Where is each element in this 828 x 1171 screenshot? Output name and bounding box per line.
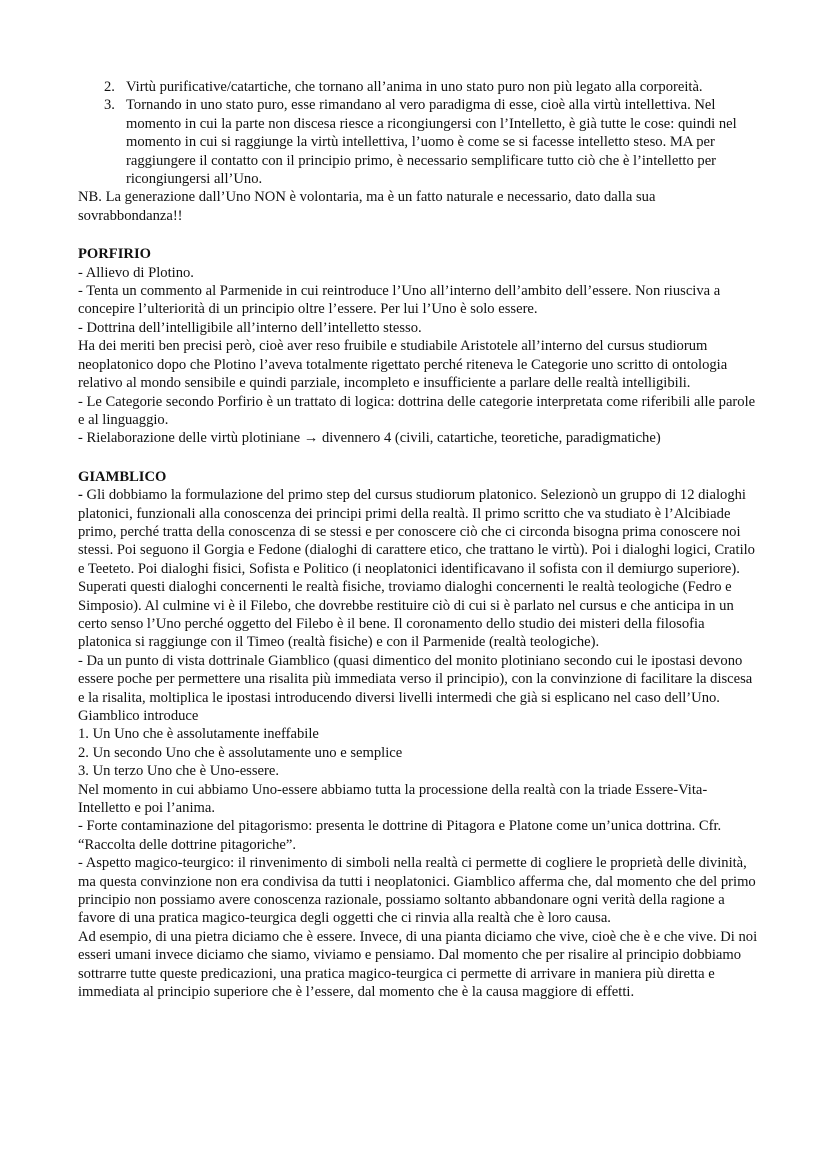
- numbered-line: 3. Un terzo Uno che è Uno-essere.: [78, 763, 279, 780]
- paragraph-text: Gli dobbiamo la formulazione del primo step del cursus studiorum platonico. Selezionò un gruppo di 12 dialoghi platonici, funzionali alla conoscenza dei principi primi della realtà. Il primo scritto che va studiato è l’Alcibiade primo, perché tratta della conoscenza di se stessi e per conoscere ciò che ci circonda bisogna prima conoscere noi stessi. Poi seguono il Gorgia e Fedone (dialoghi di carattere etico, che trattano le virtù). Poi i dialoghi logici, Cratilo e Teeteto. Poi dialoghi fisici, Sofista e Politico (i neoplatonici identificavano il sofista con il demiurgo superiore). Superati questi dialoghi concernenti le realtà fisiche, troviamo dialoghi concernenti le realtà teologiche (Fedro e Simposio). Al culmine vi è il Filebo, che dovrebbe restituire ciò di cui si è parlato nel cursus e che anticipa in un certo senso l’Uno perché oggetto del Filebo è il bene. Il coronamento dello studio dei misteri della filosofia platonica si raggiunge con il Timeo (realtà fisiche) e con il Parmenide (realtà teologiche).: [78, 487, 755, 651]
- list-item-text: Virtù purificative/catartiche, che tornano all’anima in uno stato puro non più legato alla corporeità.: [126, 79, 703, 95]
- paragraph: [78, 486, 758, 652]
- numbered-line: 2. Un secondo Uno che è assolutamente uno e semplice: [78, 744, 403, 761]
- paragraph: - Allievo di Plotino.: [78, 264, 194, 281]
- list-number: 3.: [104, 97, 115, 114]
- paragraph: Nel momento in cui abbiamo Uno-essere abbiamo tutta la processione della realtà con la triade Essere-Vita-Intelletto e poi l’anima.: [78, 781, 708, 817]
- list-number: 2.: [104, 79, 115, 95]
- bullet-dash: -: [78, 487, 83, 504]
- paragraph: - Da un punto di vista dottrinale Giamblico (quasi dimentico del monito plotiniano secondo cui le ipostasi devono essere poche per permettere una risalita più immediata verso il principio), con la convinzione di facilitare la discesa e la risalita, moltiplica le ipostasi introducendo diversi livelli intermedi che già si esplicano nel caso dell’Uno. Giamblico introduce: [78, 652, 753, 724]
- paragraph: Ad esempio, di una pietra diciamo che è essere. Invece, di una pianta diciamo che vive, cioè che è e che vive. Di noi esseri umani invece diciamo che siamo, viviamo e pensiamo. Dal momento che per risalire al principio dobbiamo sottrarre tutte queste predicazioni, una pratica magico-teurgica ci permette di arrivare in maniera più diretta e immediata al principio superiore che è l’essere, dal momento che è la causa maggiore di effetti.: [78, 928, 758, 1001]
- paragraph: - Rielaborazione delle virtù plotiniane → divennero 4 (civili, catartiche, teoretiche, paradigmatiche): [78, 430, 661, 447]
- nb-note: NB. La generazione dall’Uno NON è volontaria, ma è un fatto naturale e necessario, dato dalla sua sovrabbondanza!!: [78, 189, 656, 224]
- list-item: [78, 96, 758, 188]
- list-item-text: Tornando in uno stato puro, esse rimandano al vero paradigma di esse, cioè alla virtù intellettiva. Nel momento in cui la parte non discesa riesce a ricongiungersi con l’Intelletto, è già tutte le cose: quindi nel momento in cui si raggiunge la virtù intellettiva, l’uomo è come se si facesse intelletto steso. MA per raggiungere il contatto con il principio primo, è necessario semplificare tutto ciò che è l’intelletto per ricongiungersi all’Uno.: [126, 97, 737, 188]
- section-title-porfirio: PORFIRIO: [78, 246, 151, 263]
- paragraph: - Tenta un commento al Parmenide in cui reintroduce l’Uno all’interno dell’ambito dell’essere. Non riusciva a concepire l’ulteriorità di un principio oltre l’essere. Per lui l’Uno è solo essere.: [78, 283, 721, 318]
- section-title-giamblico: GIAMBLICO: [78, 468, 167, 485]
- numbered-line: 1. Un Uno che è assolutamente ineffabile: [78, 726, 319, 743]
- intro-numbered-list: [78, 78, 758, 188]
- paragraph: Ha dei meriti ben precisi però, cioè aver reso fruibile e studiabile Aristotele all’interno del cursus studiorum neoplatonico dopo che Plotino l’aveva totalmente rigettato perché riteneva le Categorie uno scritto di ontologia relativo al mondo sensibile e quindi parziale, incompleto e insufficiente a parlare delle realtà intelligibili.: [78, 338, 728, 392]
- list-item: [78, 78, 758, 96]
- paragraph: - Forte contaminazione del pitagorismo: presenta le dottrine di Pitagora e Platone come un’unica dottrina. Cfr. “Raccolta delle dottrine pitagoriche”.: [78, 818, 722, 853]
- document-page: [78, 78, 758, 1002]
- paragraph: - Dottrina dell’intelligibile all’interno dell’intelletto stesso.: [78, 319, 422, 336]
- paragraph: - Le Categorie secondo Porfirio è un trattato di logica: dottrina delle categorie interpretata come riferibili alle parole e al linguaggio.: [78, 393, 756, 428]
- paragraph: - Aspetto magico-teurgico: il rinvenimento di simboli nella realtà ci permette di cogliere le proprietà delle divinità, ma questa convinzione non era condivisa da tutti i neoplatonici. Giamblico afferma che, dal momento che del primo principio non possiamo avere conoscenza razionale, possiamo soltanto abbandonare ogni verità della ragione a favore di una pratica magico-teurgica degli oggetti che ci rinvia alla realtà che è loro causa.: [78, 855, 756, 927]
